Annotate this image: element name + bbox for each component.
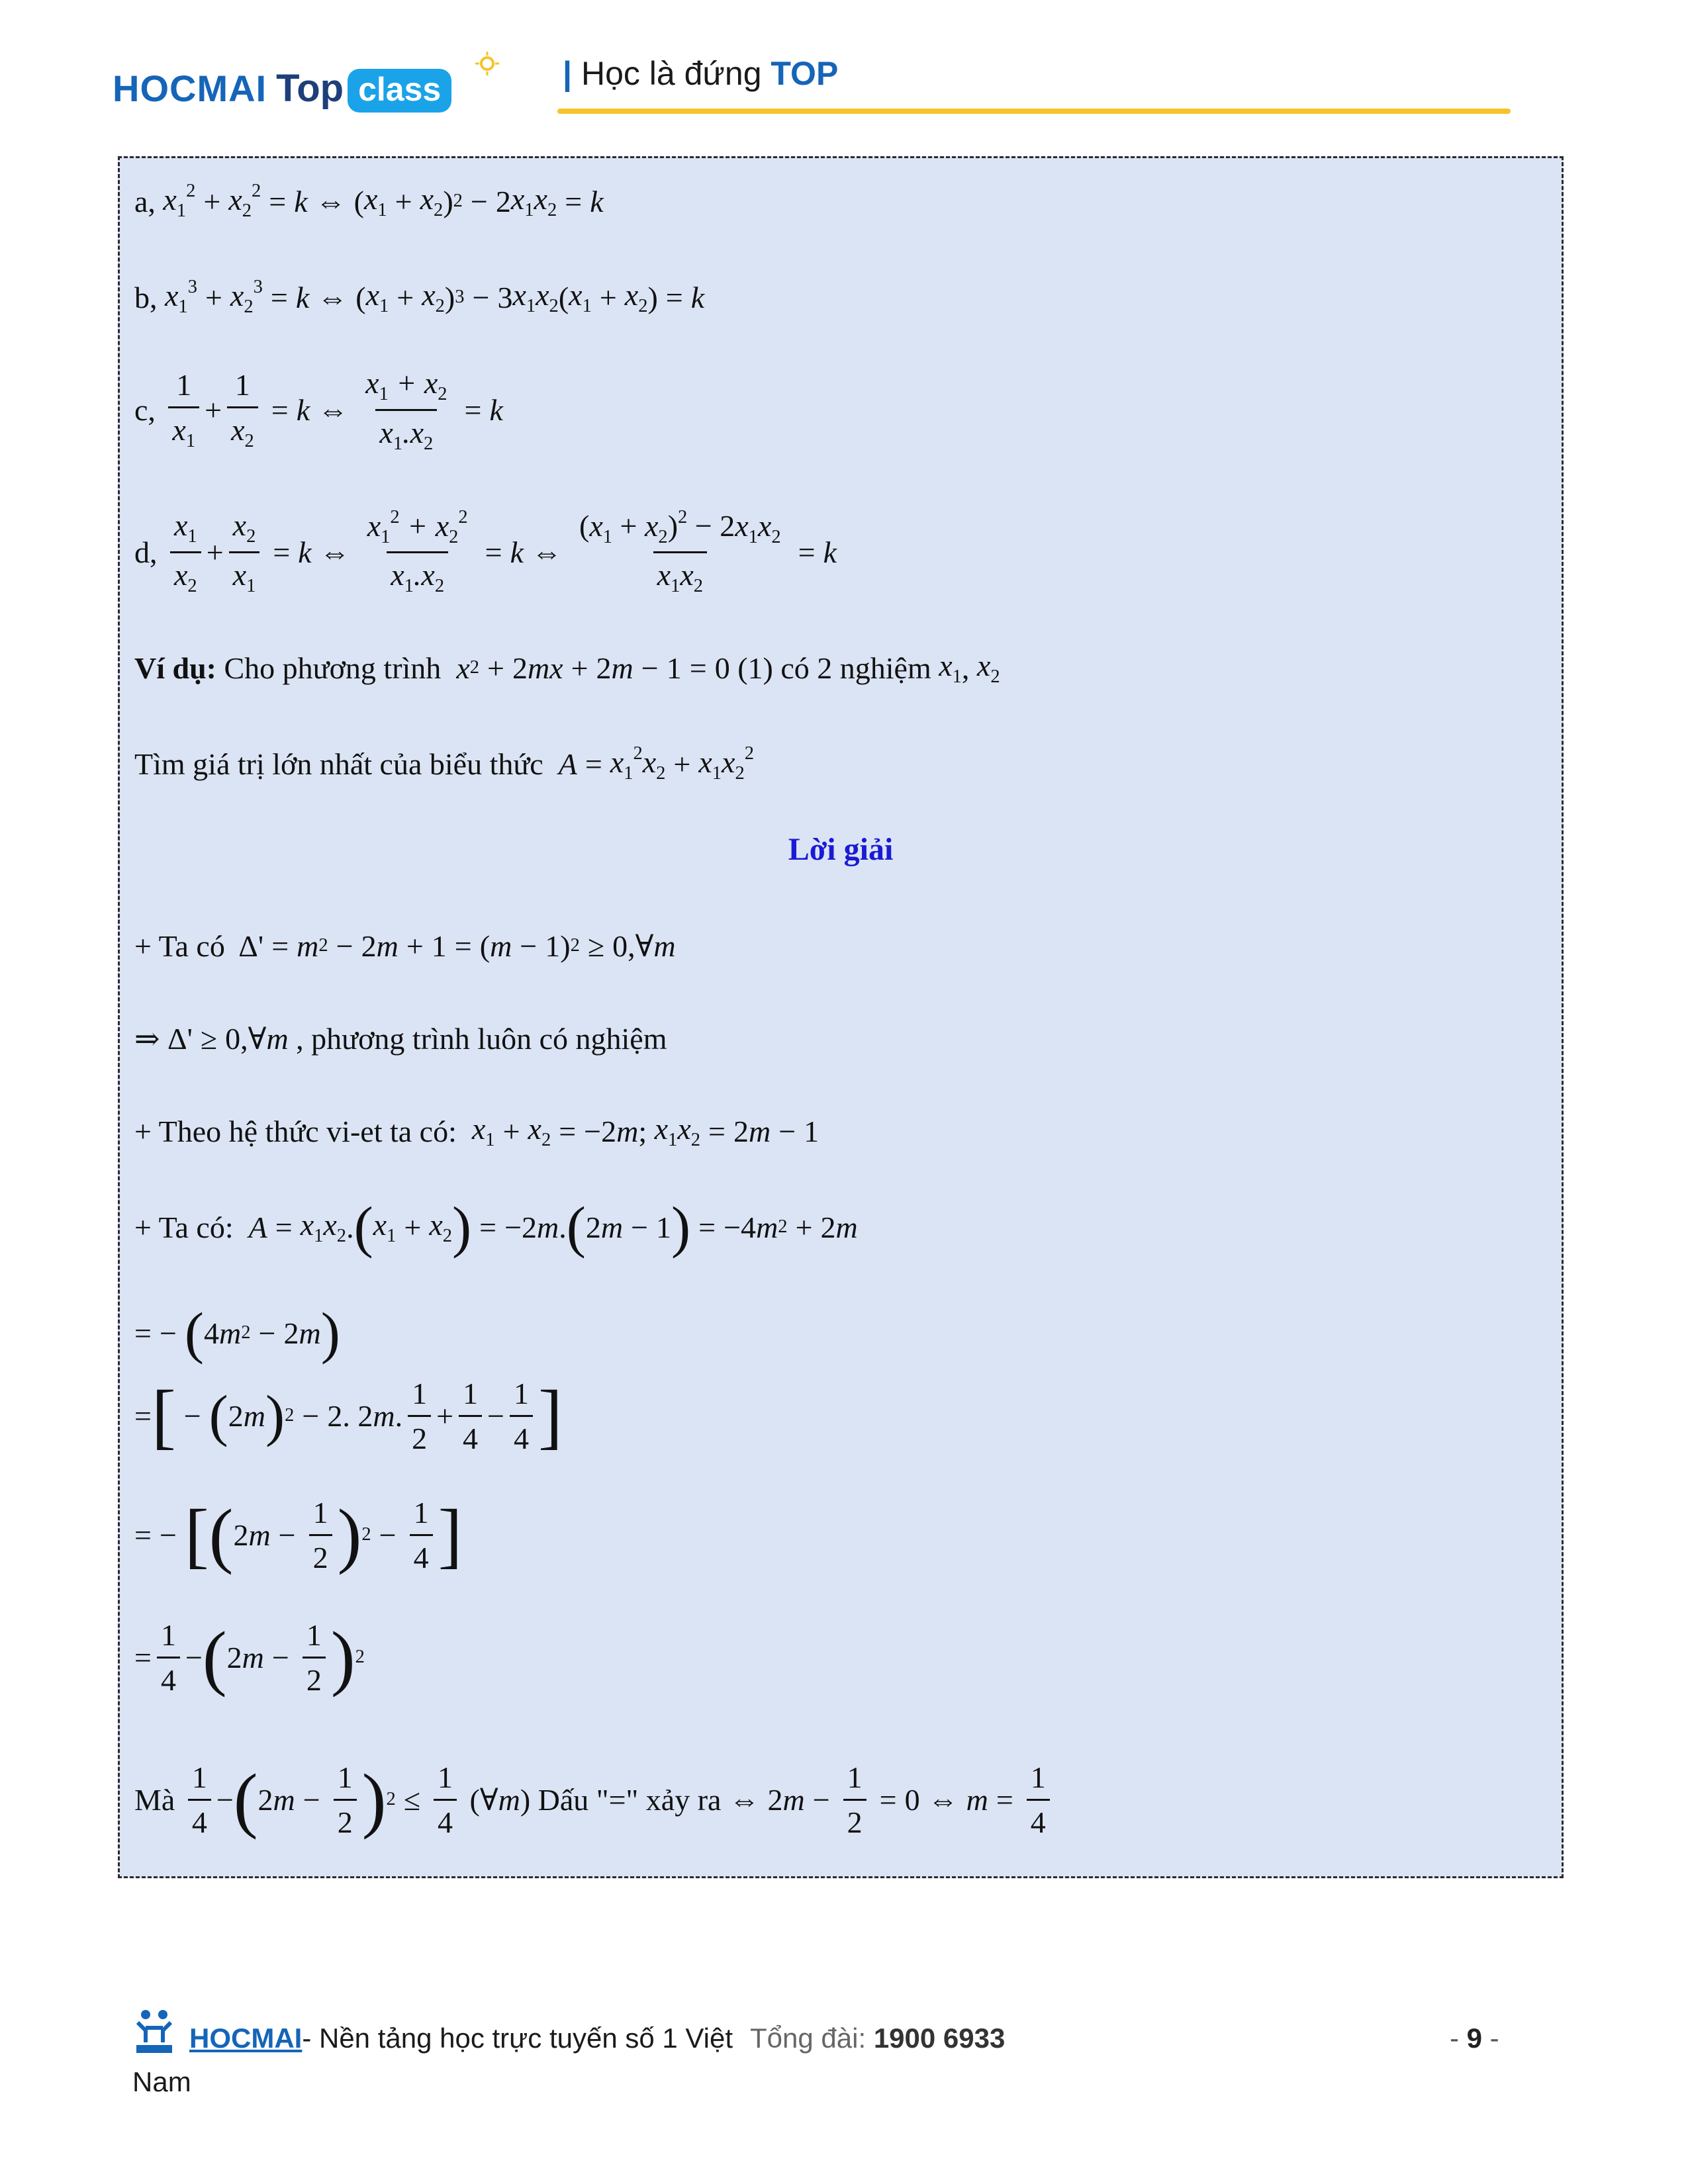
transform-3: = − [ ( 2 m − $\frac{1}{2}$ ) 2 − $\frac{1}{4}$ ] xyxy=(134,1494,463,1575)
hotline-number: 1900 6933 xyxy=(873,2023,1006,2054)
formula-d: d, $\frac{x_1}{x_2}$ + $\frac{x_2}{x_1}$ = k ⇔ $\frac{x_1^2 + x_2^2}{x_1.x_2}$ = k ⇔ $\frac{(x_1 + x_2)^2 - 2x_1x_2}{x_1x_2}$ = k xyxy=(134,506,837,597)
logo-top-text: Top xyxy=(276,66,344,110)
label-c: c, xyxy=(134,392,156,427)
formula-b: b, $x_1^3$ + $x_2^3$ = k ⇔ ( $x_1$ + $x_2$ ) 3 − 3 $x_1x_2$ ( $x_1$ + $x_2$ ) = k xyxy=(134,277,705,317)
hocmai-topclass-logo xyxy=(113,58,451,118)
transform-1: = − ( 4 m 2 − 2 m ) xyxy=(134,1300,340,1365)
footer xyxy=(132,2023,1005,2056)
label-a: a, xyxy=(134,184,156,218)
header-divider xyxy=(557,109,1511,114)
example-tail: (1) có 2 nghiệm xyxy=(737,651,931,685)
footer-brand-link[interactable]: HOCMAI xyxy=(189,2023,303,2054)
hotline-label: Tổng đài: xyxy=(750,2023,867,2054)
solution-title: Lời giải xyxy=(788,832,894,867)
step-expression: + Ta có: A = $x_1x_2$ . ( $x_1$ + $x_2$ ) = −2 m . ( 2 m − 1 ) = −4 m 2 + 2 m xyxy=(134,1195,858,1259)
footer-tagline: - Nền tảng học trực tuyến số 1 Việt xyxy=(302,2023,733,2054)
step-vieta: + Theo hệ thức vi-et ta có: $x_1$ + $x_2$ = −2 m ; $x_1x_2$ = 2 m − 1 xyxy=(134,1112,820,1150)
step4-text: + Ta có: xyxy=(134,1210,234,1244)
transform-2: = [ − ( 2 m ) 2 − 2. 2 m . $\frac{1}{2}$ + $\frac{1}{4}$ − $\frac{1}{4}$ ] xyxy=(134,1375,563,1456)
final-dau: Dấu "=" xảy ra xyxy=(538,1782,722,1817)
transform-4: = $\frac{1}{4}$ − ( 2 m − $\frac{1}{2}$ ) 2 xyxy=(134,1616,365,1698)
formula-c: c, $\frac{1}{x_1}$ + $\frac{1}{x_2}$ = k ⇔ $\frac{x_1 + x_2}{x_1.x_2}$ = k xyxy=(134,365,503,454)
slogan-bar: | xyxy=(563,55,572,92)
example-text: Cho phương trình xyxy=(224,651,442,685)
final-ma: Mà xyxy=(134,1782,175,1817)
header-slogan xyxy=(563,54,838,93)
step1-text: + Ta có xyxy=(134,929,225,963)
final-line: Mà $\frac{1}{4}$ − ( 2 m − $\frac{1}{2}$ ) 2 ≤ $\frac{1}{4}$ (∀ m ) Dấu "=" xảy ra ⇔ 2 m − $\frac{1}{2}$ = 0 ⇔ m = $\frac{1}{4}$ xyxy=(134,1743,1055,1856)
find-text: Tìm giá trị lớn nhất của biểu thức xyxy=(134,747,543,781)
step-conclusion: ⇒ Δ' ≥ 0,∀ m , phương trình luôn có nghiệm xyxy=(134,1021,667,1056)
hocmai-mini-logo-icon xyxy=(132,2008,176,2056)
footer-nam: Nam xyxy=(132,2066,191,2097)
sun-icon xyxy=(474,50,500,77)
slogan-text: Học là đứng xyxy=(581,55,762,92)
formula-a: a, $x_1^2$ + $x_2^2$ = k ⇔ ( $x_1$ + $x_2$ ) 2 − 2 $x_1x_2$ = k xyxy=(134,181,604,221)
logo-class-text: class xyxy=(348,69,451,113)
find-line: Tìm giá trị lớn nhất của biểu thức A = $x_1^2x_2$ + $x_1x_2^2$ xyxy=(134,743,754,784)
page-number xyxy=(1450,2023,1499,2054)
step3-text: + Theo hệ thức vi-et ta có: xyxy=(134,1114,457,1148)
slogan-top: TOP xyxy=(771,55,839,92)
page-dash-right: - xyxy=(1482,2023,1499,2054)
logo-hocmai-text: HOCMAI xyxy=(113,67,267,109)
step-delta: + Ta có Δ' = m 2 − 2 m + 1 = ( m − 1) 2 ≥ 0,∀ m xyxy=(134,929,676,963)
label-b: b, xyxy=(134,280,158,314)
example-line: Ví dụ: Cho phương trình x 2 + 2 mx + 2 m − 1 = 0 (1) có 2 nghiệm $x_1$ , $x_2$ xyxy=(134,649,1000,687)
footer-hotline xyxy=(750,2023,1005,2054)
label-d: d, xyxy=(134,535,158,569)
step2-text: , phương trình luôn có nghiệm xyxy=(296,1021,667,1056)
example-label: Ví dụ: xyxy=(134,651,216,685)
page-dash-left: - xyxy=(1450,2023,1467,2054)
page-number-value: 9 xyxy=(1466,2023,1483,2054)
content-box xyxy=(118,156,1564,1878)
